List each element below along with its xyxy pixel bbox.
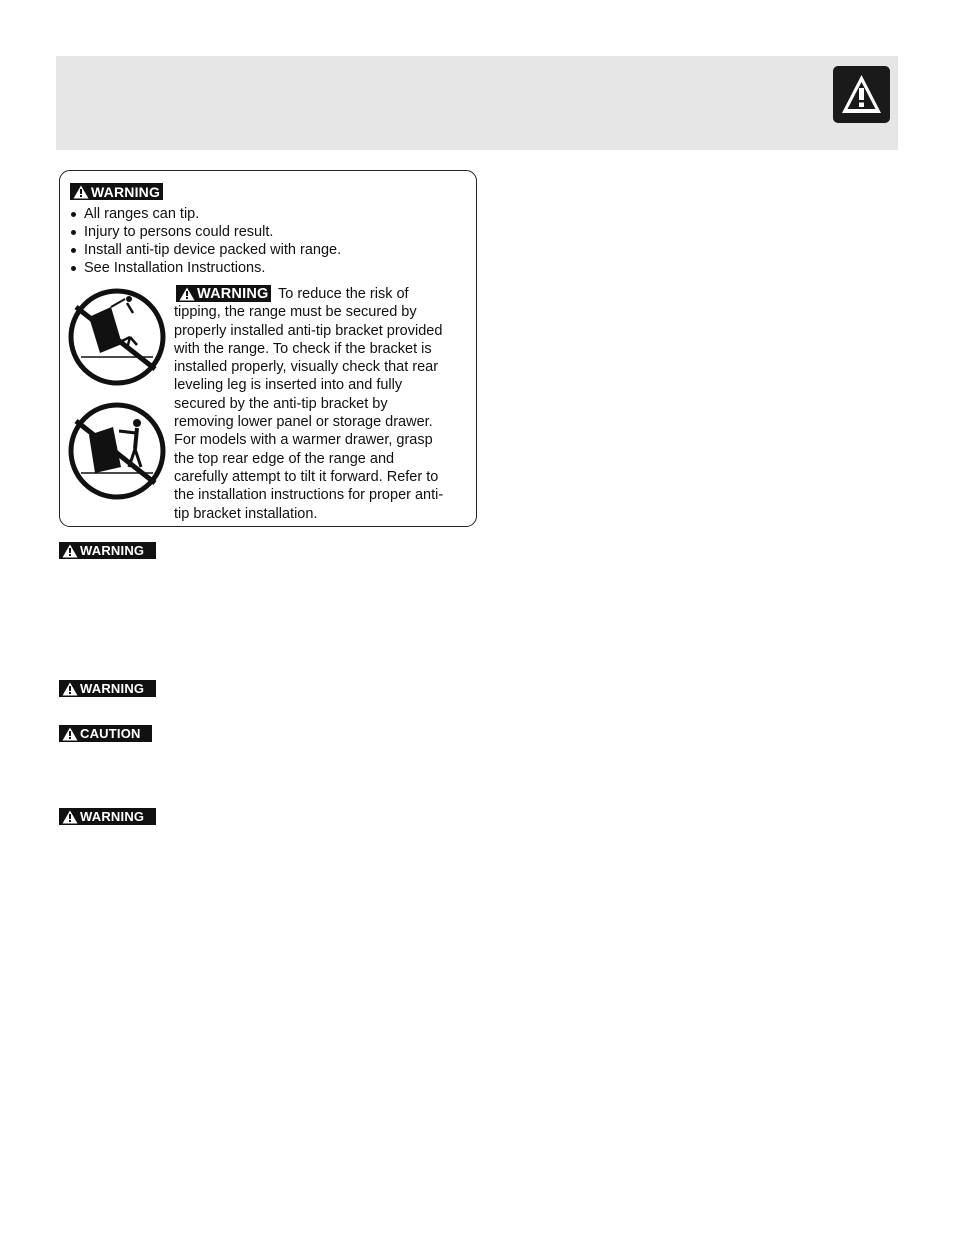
child-on-open-door-tipping-range-icon (67, 287, 167, 387)
warning-badge (70, 183, 163, 200)
warning-badge (59, 808, 156, 825)
inline-warning-badge-label: WARNING (197, 285, 269, 302)
caution-badge (59, 725, 152, 742)
header-bar (56, 56, 898, 150)
badge-label: CAUTION (80, 726, 141, 741)
adult-leaning-on-range-tipping-icon (67, 401, 167, 501)
anti-tip-instructions-body: To reduce the risk of tipping, the range must be secured by properly installed anti-tip bracket provided with the range. To check if the bracket is installed properly, visually check that rear leveling leg is inserted into and fully secured by the anti-tip bracket by removing lower panel or storage drawer. For models with a warmer drawer, grasp the top rear edge of the range and carefully attempt to tilt it forward. Refer to the installation instructions for proper anti- tip bracket installation. (174, 286, 444, 522)
alert-triangle-icon (62, 810, 78, 824)
alert-triangle-icon (62, 682, 78, 696)
warning-bullet-list (70, 205, 341, 277)
anti-tip-instructions-text (174, 285, 474, 523)
badge-label: WARNING (80, 809, 145, 824)
warning-badge (59, 680, 156, 697)
warning-triangle-icon (833, 66, 890, 123)
anti-tip-warning-box (59, 170, 477, 527)
list-item: All ranges can tip. (70, 205, 341, 223)
list-item: Install anti-tip device packed with range. (70, 241, 341, 259)
warning-badge-label: WARNING (91, 183, 161, 200)
list-item: See Installation Instructions. (70, 259, 341, 277)
warning-badge (59, 542, 156, 559)
badge-label: WARNING (80, 543, 145, 558)
list-item: Injury to persons could result. (70, 223, 341, 241)
alert-triangle-icon (73, 185, 89, 199)
badge-label: WARNING (80, 681, 145, 696)
alert-triangle-icon (62, 544, 78, 558)
alert-triangle-icon (62, 727, 78, 741)
